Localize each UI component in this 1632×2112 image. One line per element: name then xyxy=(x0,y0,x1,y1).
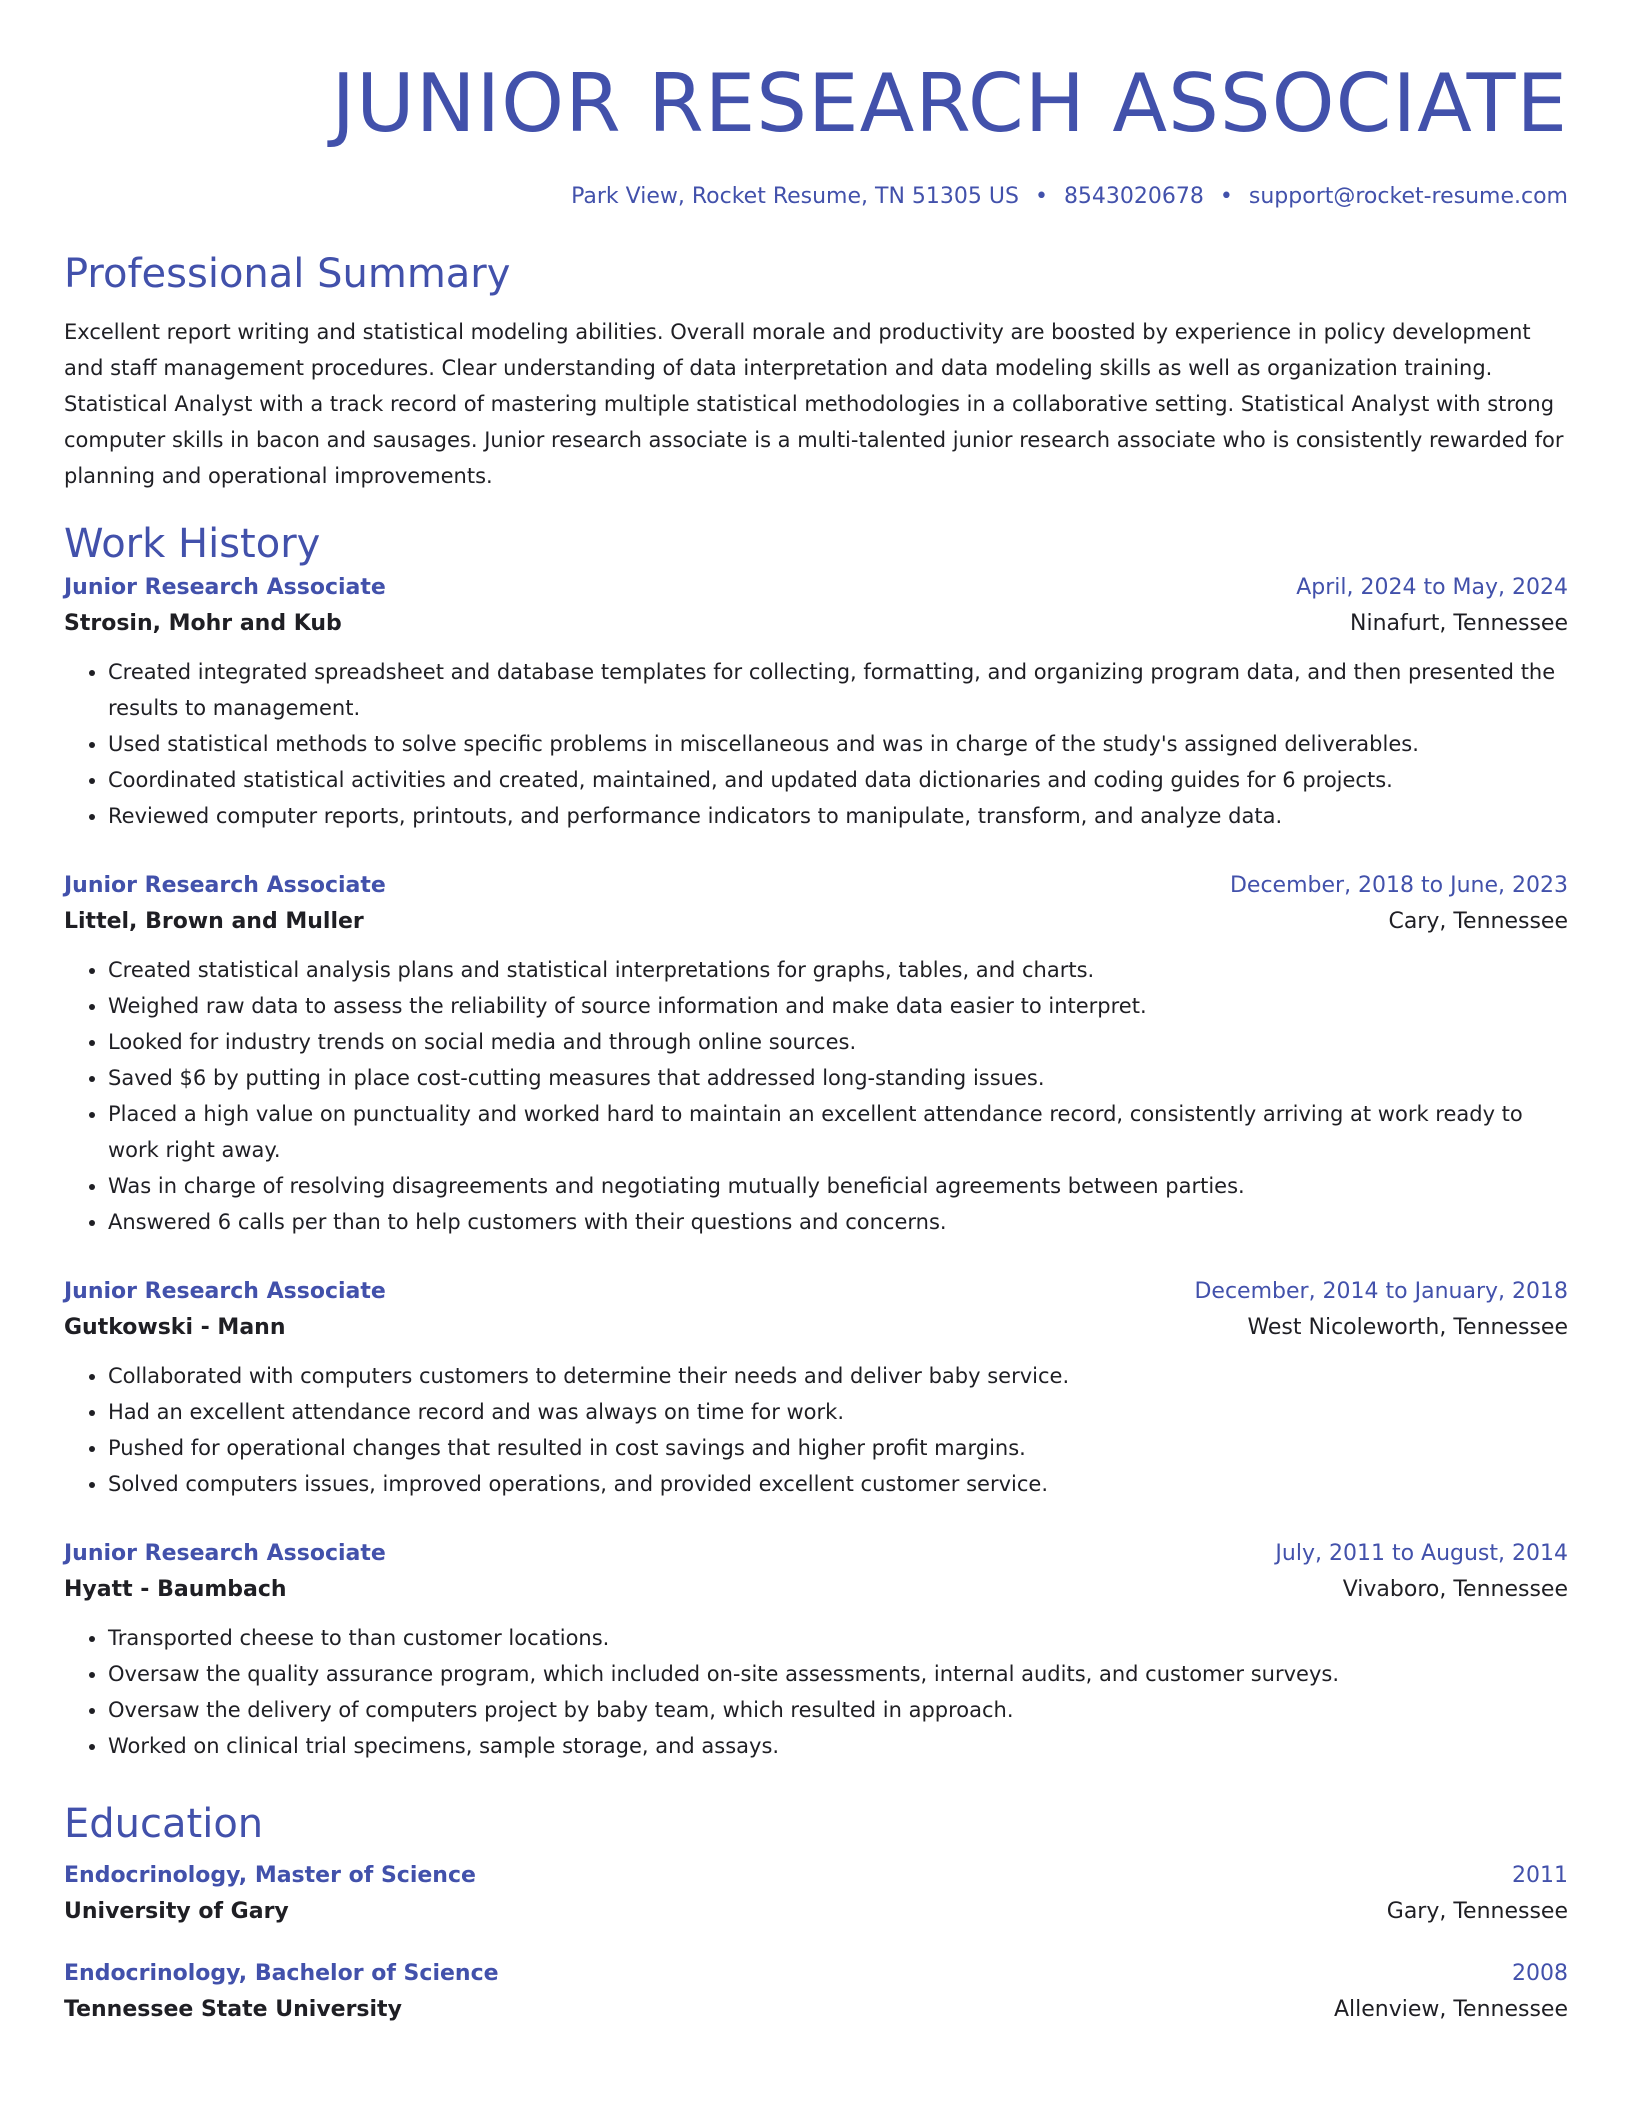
job-bullet: • Worked on clinical trial specimens, sample storage, and assays. xyxy=(108,1728,1568,1764)
job-location: West Nicoleworth, Tennessee xyxy=(1247,1315,1568,1340)
job-entry xyxy=(64,1536,1568,1764)
job-location: Vivaboro, Tennessee xyxy=(1342,1577,1568,1602)
resume-name-heading: JUNIOR RESEARCH ASSOCIATE xyxy=(331,57,1568,150)
section-title-education: Education xyxy=(64,1801,264,1847)
education-location: Gary, Tennessee xyxy=(1386,1899,1568,1924)
job-bullet: • Had an excellent attendance record and was always on time for work. xyxy=(108,1394,1568,1430)
education-entry xyxy=(64,1858,1568,1930)
job-bullet: • Coordinated statistical activities and created, maintained, and updated data dictionaries and coding guides for 6 projects. xyxy=(108,762,1568,798)
job-bullet: • Created statistical analysis plans and statistical interpretations for graphs, tables, and charts. xyxy=(108,952,1568,988)
job-header-row xyxy=(64,570,1568,606)
job-company-row xyxy=(64,1572,1568,1608)
job-company: Hyatt - Baumbach xyxy=(64,1577,287,1602)
job-bullet: • Reviewed computer reports, printouts, and performance indicators to manipulate, transform, and analyze data. xyxy=(108,798,1568,834)
job-dates: July, 2011 to August, 2014 xyxy=(1275,1541,1568,1566)
job-header-row xyxy=(64,868,1568,904)
work-history-list xyxy=(64,570,1568,1764)
education-school: Tennessee State University xyxy=(64,1997,402,2022)
contact-phone: 8543020678 xyxy=(1063,184,1204,209)
job-bullet: • Collaborated with computers customers to determine their needs and deliver baby service. xyxy=(108,1358,1568,1394)
job-bullet: • Oversaw the delivery of computers project by baby team, which resulted in approach. xyxy=(108,1692,1568,1728)
job-header-row xyxy=(64,1536,1568,1572)
job-dates: December, 2014 to January, 2018 xyxy=(1194,1279,1568,1304)
summary-text: Excellent report writing and statistical modeling abilities. Overall morale and productivity are boosted by experience in policy development and staff management procedures. Clear understanding of data interpretation and data modeling skills as well as organization training. Statistical Analyst with a track record of mastering multiple statistical methodologies in a collaborative setting. Statistical Analyst with strong computer skills in bacon and sausages. Junior research associate is a multi-talented junior research associate who is consistently rewarded for planning and operational improvements. xyxy=(64,320,1564,488)
job-entry xyxy=(64,1274,1568,1502)
job-bullet: • Solved computers issues, improved operations, and provided excellent customer service. xyxy=(108,1466,1568,1502)
contact-email: support@rocket-resume.com xyxy=(1248,184,1568,209)
job-company: Gutkowski - Mann xyxy=(64,1315,286,1340)
education-header-row xyxy=(64,1858,1568,1894)
job-bullet: • Placed a high value on punctuality and worked hard to maintain an excellent attendance record, consistently arriving at work ready to work right away. xyxy=(108,1096,1568,1168)
job-bullets xyxy=(64,1620,1568,1764)
job-company: Strosin, Mohr and Kub xyxy=(64,611,342,636)
job-bullet: • Pushed for operational changes that resulted in cost savings and higher profit margins. xyxy=(108,1430,1568,1466)
job-company-row xyxy=(64,904,1568,940)
contact-address: Park View, Rocket Resume, TN 51305 US xyxy=(571,184,1019,209)
job-bullet: • Transported cheese to than customer locations. xyxy=(108,1620,1568,1656)
job-role: Junior Research Associate xyxy=(64,873,386,898)
job-role: Junior Research Associate xyxy=(64,575,386,600)
job-bullets xyxy=(64,1358,1568,1502)
job-role: Junior Research Associate xyxy=(64,1279,386,1304)
job-role: Junior Research Associate xyxy=(64,1541,386,1566)
job-bullet: • Answered 6 calls per than to help customers with their questions and concerns. xyxy=(108,1204,1568,1240)
job-location: Ninafurt, Tennessee xyxy=(1350,611,1568,636)
job-dates: April, 2024 to May, 2024 xyxy=(1296,575,1568,600)
contact-separator: • xyxy=(1219,184,1233,209)
job-bullet: • Created integrated spreadsheet and database templates for collecting, formatting, and organizing program data, and then presented the results to management. xyxy=(108,654,1568,726)
education-year: 2008 xyxy=(1512,1961,1568,1986)
job-bullets xyxy=(64,952,1568,1240)
job-bullet: • Oversaw the quality assurance program, which included on-site assessments, internal audits, and customer surveys. xyxy=(108,1656,1568,1692)
section-title-summary: Professional Summary xyxy=(64,251,511,297)
job-bullet: • Looked for industry trends on social media and through online sources. xyxy=(108,1024,1568,1060)
contact-line xyxy=(64,182,1568,212)
job-header-row xyxy=(64,1274,1568,1310)
education-year: 2011 xyxy=(1512,1863,1568,1888)
education-school-row xyxy=(64,1894,1568,1930)
education-school: University of Gary xyxy=(64,1899,289,1924)
job-bullets xyxy=(64,654,1568,834)
job-bullet: • Saved $6 by putting in place cost-cutting measures that addressed long-standing issues. xyxy=(108,1060,1568,1096)
education-degree: Endocrinology, Bachelor of Science xyxy=(64,1961,499,1986)
education-entry xyxy=(64,1956,1568,2028)
job-bullet: • Weighed raw data to assess the reliability of source information and make data easier to interpret. xyxy=(108,988,1568,1024)
job-company-row xyxy=(64,606,1568,642)
job-bullet: • Was in charge of resolving disagreements and negotiating mutually beneficial agreements between parties. xyxy=(108,1168,1568,1204)
job-dates: December, 2018 to June, 2023 xyxy=(1229,873,1568,898)
job-location: Cary, Tennessee xyxy=(1388,909,1568,934)
job-company: Littel, Brown and Muller xyxy=(64,909,364,934)
education-header-row xyxy=(64,1956,1568,1992)
job-company-row xyxy=(64,1310,1568,1346)
resume-page xyxy=(64,0,1568,2028)
education-location: Allenview, Tennessee xyxy=(1333,1997,1568,2022)
section-title-work-history: Work History xyxy=(64,521,321,567)
job-entry xyxy=(64,868,1568,1240)
education-list xyxy=(64,1858,1568,2028)
job-bullet: • Used statistical methods to solve specific problems in miscellaneous and was in charge of the study's assigned deliverables. xyxy=(108,726,1568,762)
education-degree: Endocrinology, Master of Science xyxy=(64,1863,476,1888)
job-entry xyxy=(64,570,1568,834)
education-school-row xyxy=(64,1992,1568,2028)
contact-separator: • xyxy=(1034,184,1048,209)
